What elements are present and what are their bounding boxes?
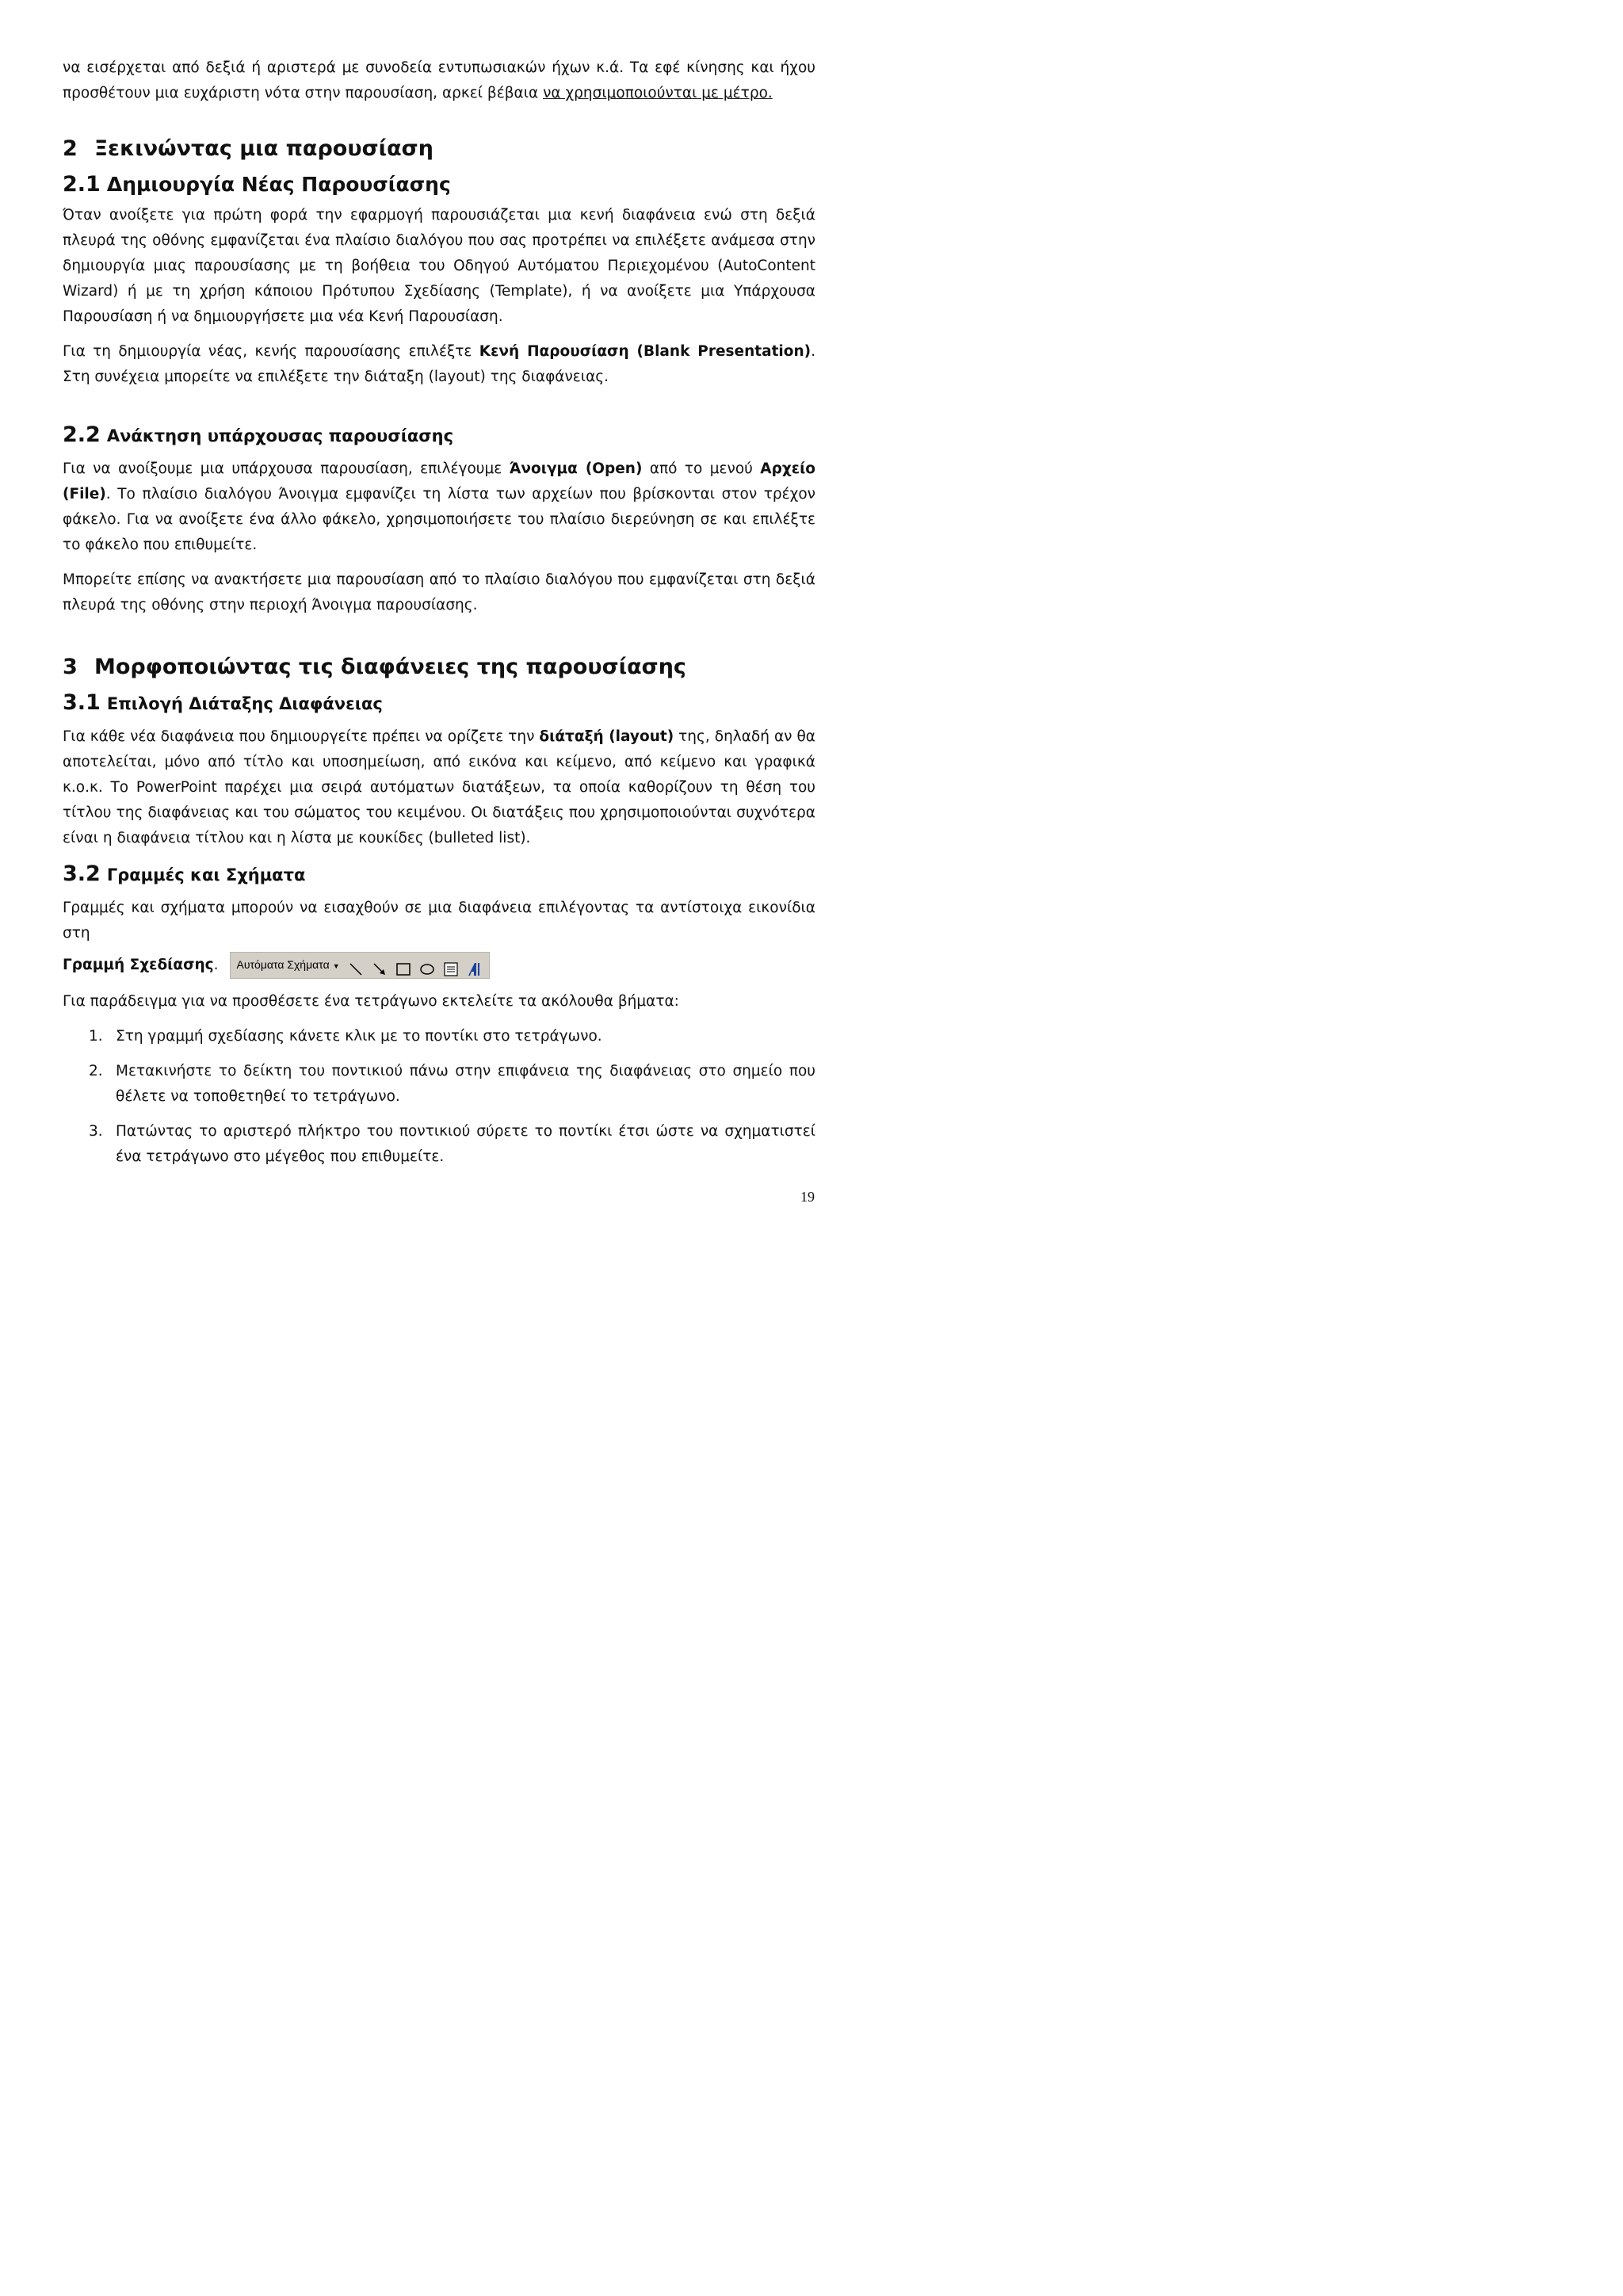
step-item [63,1024,815,1049]
section-3-number: 3 [63,655,78,679]
s21-p2-pre: Για τη δημιουργία νέας, κενής παρουσίασης επιλέξτε [63,343,479,360]
s22-p1-b: Άνοιγμα (Open) [509,460,643,477]
section-3-heading [63,653,815,682]
drawing-toolbar [230,952,490,979]
section-2-1-title: Δημιουργία Νέας Παρουσίασης [106,173,451,196]
section-3-1-title: Επιλογή Διάταξης Διαφάνειας [106,694,383,713]
step-item [63,1059,815,1110]
section-3-2-paragraph-1-cont [63,949,815,981]
step-number: 2. [89,1063,103,1079]
step-number: 3. [89,1123,103,1140]
step-text: Μετακινήστε το δείκτη του ποντικιού πάνω στην επιφάνεια της διαφάνειας στο σημείο που θέλετε να τοποθετηθεί το τετράγωνο. [116,1063,815,1105]
intro-text: να εισέρχεται από δεξιά ή αριστερά με συνοδεία εντυπωσιακών ήχων κ.ά. Τα εφέ κίνησης και ήχου προσθέτουν μια ευχάριστη νότα στην παρουσίαση, αρκεί βέβαια [63,59,815,101]
s22-p1-e: . Το πλαίσιο διαλόγου Άνοιγμα εμφανίζει τη λίστα των αρχείων που βρίσκονται στον τρέχον φάκελο. Για να ανοίξετε ένα άλλο φάκελο, χρησιμοποιήσετε του πλαίσιο διερεύνηση σε και επιλέξτε το φάκελο που επιθυμείτε. [63,486,815,553]
section-3-2-title: Γραμμές και Σχήματα [106,865,306,884]
section-2-1-number: 2.1 [63,172,101,197]
intro-paragraph [63,55,815,106]
step-text: Πατώντας το αριστερό πλήκτρο του ποντικιού σύρετε το ποντίκι έτσι ώστε να σχηματιστεί ένα τετράγωνο στο μέγεθος που επιθυμείτε. [116,1123,815,1165]
section-3-1-paragraph [63,724,815,851]
step-item [63,1119,815,1170]
section-2-number: 2 [63,136,78,161]
s21-p2-bold: Κενή Παρουσίαση (Blank Presentation) [479,343,812,360]
section-2-2-paragraph-2: Μπορείτε επίσης να ανακτήσετε μια παρουσίαση από το πλαίσιο διαλόγου που εμφανίζεται στη δεξιά πλευρά της οθόνης στην περιοχή Άνοιγμα παρουσίασης. [63,571,815,613]
s31-p-pre: Για κάθε νέα διαφάνεια που δημιουργείτε πρέπει να ορίζετε την [63,728,540,745]
section-2-2-paragraph-1 [63,457,815,558]
section-3-2-number: 3.2 [63,861,101,886]
step-text: Στη γραμμή σχεδίασης κάνετε κλικ με το ποντίκι στο τετράγωνο. [116,1028,602,1045]
s22-p1-d: Αρχείο (File) [63,460,816,502]
intro-underlined-text: να χρησιμοποιούνται με μέτρο. [543,85,773,101]
rectangle-icon[interactable] [395,957,411,973]
s32-p1-end: . [213,957,219,973]
section-3-title: Μορφοποιώντας τις διαφάνειες της παρουσίασης [94,655,686,679]
s31-p-post: της, δηλαδή αν θα αποτελείται, μόνο από τίτλο και υποσημείωση, από εικόνα και κείμενο, από κείμενο και γραφικά κ.ο.κ. Το PowerPoint παρέχει μια σειρά αυτόματων διατάξεων, τα οποία καθορίζουν τη θέση του τίτλου της διαφάνειας και του σώματος του κειμένου. Οι διατάξεις που χρησιμοποιούνται συχνότερα είναι η διαφάνεια τίτλου και η λίστα με κουκίδες (bulleted list). [63,728,815,846]
page-content [63,55,815,1170]
arrow-icon[interactable] [372,957,388,973]
section-2-1-heading [63,171,815,198]
section-3-2-paragraph-2: Για παράδειγμα για να προσθέσετε ένα τετράγωνο εκτελείτε τα ακόλουθα βήματα: [63,993,679,1010]
wordart-icon[interactable] [467,957,483,973]
document-page [0,0,873,1236]
section-3-2-paragraph-1: Γραμμές και σχήματα μπορούν να εισαχθούν σε μια διαφάνεια επιλέγοντας τα αντίστοιχα εικονίδια στη [63,900,815,942]
drawing-toolbar-name: Γραμμή Σχεδίασης [63,957,214,973]
text-box-icon[interactable] [443,957,459,973]
autoshapes-label: Αυτόματα Σχήματα [236,958,330,971]
dropdown-arrow-icon: ▼ [332,962,340,970]
section-2-heading [63,135,815,163]
oval-icon[interactable] [419,957,435,973]
s22-p1-c: από το μενού [642,460,761,477]
section-3-1-number: 3.1 [63,690,101,715]
section-2-1-paragraph-1: Όταν ανοίξετε για πρώτη φορά την εφαρμογή παρουσιάζεται μια κενή διαφάνεια ενώ στη δεξιά πλευρά της οθόνης εμφανίζεται ένα πλαίσιο διαλόγου που σας προτρέπει να επιλέξετε ανάμεσα στην δημιουργία μιας παρουσίασης με τη βοήθεια του Οδηγού Αυτόματου Περιεχομένου (AutoContent Wizard) ή με τη χρήση κάποιου Πρότυπου Σχεδίασης (Template), ή να ανοίξετε μια Υπάρχουσα Παρουσίαση ή να δημιουργήσετε μια νέα Κενή Παρουσίαση. [63,207,815,325]
section-2-2-heading [63,422,815,450]
section-3-1-heading [63,690,815,718]
steps-list [63,1024,815,1170]
line-icon[interactable] [348,957,364,973]
section-2-2-number: 2.2 [63,422,101,447]
section-2-title: Ξεκινώντας μια παρουσίαση [94,136,433,161]
section-3-2-heading [63,861,815,889]
s31-p-bold: διάταξή (layout) [539,728,674,745]
section-2-2-title: Ανάκτηση υπάρχουσας παρουσίασης [106,426,454,445]
autoshapes-menu[interactable] [237,949,340,982]
step-number: 1. [89,1028,103,1045]
s21-p2-post: . Στη συνέχεια μπορείτε να επιλέξετε την διάταξη (layout) της διαφάνειας. [63,343,815,385]
s22-p1-a: Για να ανοίξουμε μια υπάρχουσα παρουσίαση, επιλέγουμε [63,460,510,477]
page-number: 19 [800,1189,815,1205]
section-2-1-paragraph-2 [63,339,815,390]
